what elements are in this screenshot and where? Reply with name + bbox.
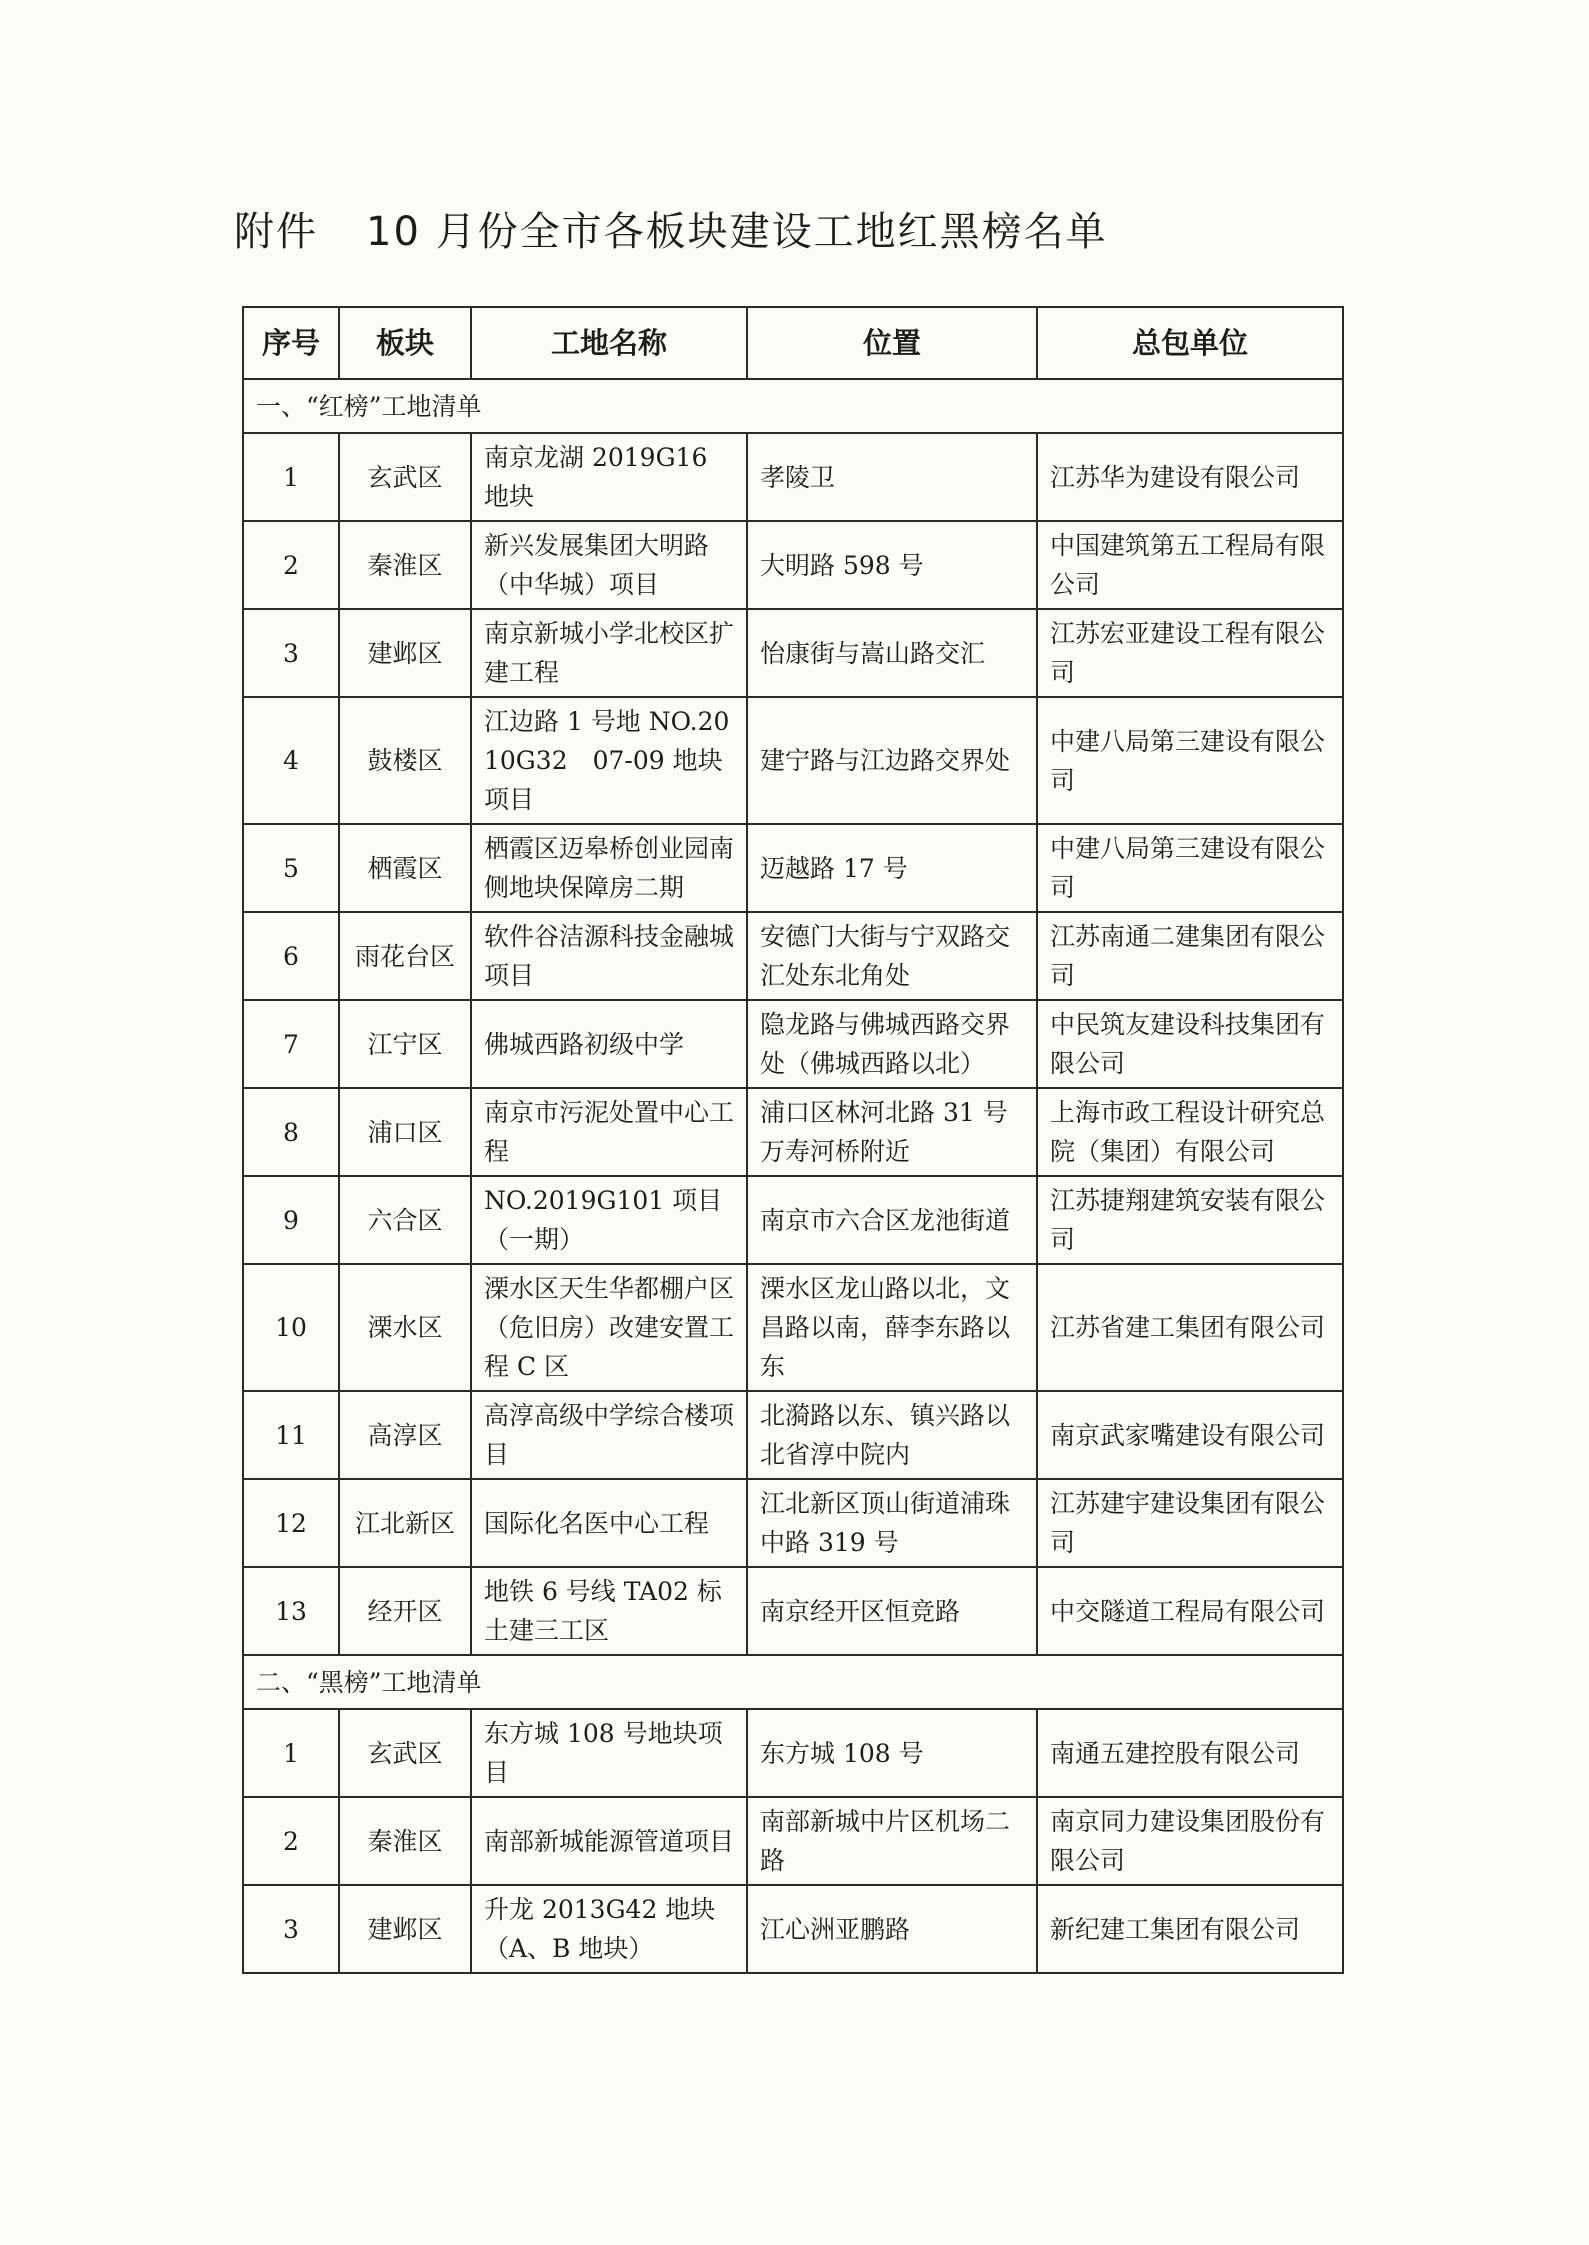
table-row — [243, 1000, 1343, 1088]
header-no: 序号 — [243, 307, 339, 379]
cell-site: 江边路 1 号地 NO.2010G32 07-09 地块项目 — [471, 697, 747, 824]
cell-location: 迈越路 17 号 — [747, 824, 1037, 912]
cell-location: 建宁路与江边路交界处 — [747, 697, 1037, 824]
cell-contractor: 新纪建工集团有限公司 — [1037, 1885, 1343, 1973]
cell-no: 3 — [243, 609, 339, 697]
table-row — [243, 1567, 1343, 1655]
cell-no: 13 — [243, 1567, 339, 1655]
cell-no: 4 — [243, 697, 339, 824]
cell-contractor: 中国建筑第五工程局有限公司 — [1037, 521, 1343, 609]
title-text: 10 月份全市各板块建设工地红黑榜名单 — [366, 209, 1108, 255]
cell-location: 南京经开区恒竞路 — [747, 1567, 1037, 1655]
table-row — [243, 1391, 1343, 1479]
cell-no: 1 — [243, 1709, 339, 1797]
cell-location: 浦口区林河北路 31 号万寿河桥附近 — [747, 1088, 1037, 1176]
cell-district: 建邺区 — [339, 609, 471, 697]
cell-location: 安德门大街与宁双路交汇处东北角处 — [747, 912, 1037, 1000]
cell-district: 玄武区 — [339, 433, 471, 521]
cell-location: 北漪路以东、镇兴路以北省淳中院内 — [747, 1391, 1037, 1479]
cell-no: 1 — [243, 433, 339, 521]
cell-no: 11 — [243, 1391, 339, 1479]
cell-district: 经开区 — [339, 1567, 471, 1655]
cell-district: 栖霞区 — [339, 824, 471, 912]
cell-district: 秦淮区 — [339, 521, 471, 609]
cell-no: 8 — [243, 1088, 339, 1176]
cell-site: 地铁 6 号线 TA02 标土建三工区 — [471, 1567, 747, 1655]
cell-site: 国际化名医中心工程 — [471, 1479, 747, 1567]
cell-location: 溧水区龙山路以北，文昌路以南，薛李东路以东 — [747, 1264, 1037, 1391]
cell-no: 2 — [243, 521, 339, 609]
cell-contractor: 江苏捷翔建筑安装有限公司 — [1037, 1176, 1343, 1264]
cell-district: 建邺区 — [339, 1885, 471, 1973]
table-row — [243, 1264, 1343, 1391]
cell-no: 6 — [243, 912, 339, 1000]
header-row — [243, 307, 1343, 379]
cell-no: 2 — [243, 1797, 339, 1885]
cell-site: 栖霞区迈皋桥创业园南侧地块保障房二期 — [471, 824, 747, 912]
cell-site: 新兴发展集团大明路（中华城）项目 — [471, 521, 747, 609]
cell-location: 怡康街与嵩山路交汇 — [747, 609, 1037, 697]
cell-site: 南部新城能源管道项目 — [471, 1797, 747, 1885]
cell-location: 江北新区顶山街道浦珠中路 319 号 — [747, 1479, 1037, 1567]
table-row — [243, 433, 1343, 521]
cell-district: 江宁区 — [339, 1000, 471, 1088]
section-heading-row — [243, 1655, 1343, 1709]
cell-district: 六合区 — [339, 1176, 471, 1264]
table-row — [243, 1709, 1343, 1797]
table-row — [243, 824, 1343, 912]
header-contractor: 总包单位 — [1037, 307, 1343, 379]
cell-contractor: 中建八局第三建设有限公司 — [1037, 697, 1343, 824]
table-row — [243, 1176, 1343, 1264]
cell-site: 高淳高级中学综合楼项目 — [471, 1391, 747, 1479]
page-title — [234, 200, 1108, 257]
cell-district: 浦口区 — [339, 1088, 471, 1176]
cell-contractor: 江苏南通二建集团有限公司 — [1037, 912, 1343, 1000]
cell-contractor: 江苏华为建设有限公司 — [1037, 433, 1343, 521]
cell-site: 东方城 108 号地块项目 — [471, 1709, 747, 1797]
cell-contractor: 中交隧道工程局有限公司 — [1037, 1567, 1343, 1655]
table-row — [243, 1479, 1343, 1567]
cell-no: 10 — [243, 1264, 339, 1391]
cell-district: 秦淮区 — [339, 1797, 471, 1885]
cell-location: 江心洲亚鹏路 — [747, 1885, 1037, 1973]
cell-district: 溧水区 — [339, 1264, 471, 1391]
table-row — [243, 521, 1343, 609]
cell-no: 3 — [243, 1885, 339, 1973]
cell-contractor: 南通五建控股有限公司 — [1037, 1709, 1343, 1797]
cell-no: 5 — [243, 824, 339, 912]
table-row — [243, 912, 1343, 1000]
cell-district: 玄武区 — [339, 1709, 471, 1797]
cell-site: 南京龙湖 2019G16 地块 — [471, 433, 747, 521]
cell-site: 溧水区天生华都棚户区（危旧房）改建安置工程 C 区 — [471, 1264, 747, 1391]
cell-district: 江北新区 — [339, 1479, 471, 1567]
cell-location: 隐龙路与佛城西路交界处（佛城西路以北） — [747, 1000, 1037, 1088]
cell-site: 南京市污泥处置中心工程 — [471, 1088, 747, 1176]
cell-location: 孝陵卫 — [747, 433, 1037, 521]
cell-contractor: 中建八局第三建设有限公司 — [1037, 824, 1343, 912]
cell-site: 南京新城小学北校区扩建工程 — [471, 609, 747, 697]
cell-site: 佛城西路初级中学 — [471, 1000, 747, 1088]
cell-district: 鼓楼区 — [339, 697, 471, 824]
table-row — [243, 697, 1343, 824]
section-heading: 二、“黑榜”工地清单 — [243, 1655, 1343, 1709]
cell-location: 东方城 108 号 — [747, 1709, 1037, 1797]
header-district: 板块 — [339, 307, 471, 379]
roster-table — [242, 306, 1344, 1974]
cell-district: 高淳区 — [339, 1391, 471, 1479]
cell-contractor: 江苏宏亚建设工程有限公司 — [1037, 609, 1343, 697]
cell-contractor: 江苏建宇建设集团有限公司 — [1037, 1479, 1343, 1567]
section-heading-row — [243, 379, 1343, 433]
cell-contractor: 江苏省建工集团有限公司 — [1037, 1264, 1343, 1391]
cell-location: 大明路 598 号 — [747, 521, 1037, 609]
cell-no: 9 — [243, 1176, 339, 1264]
header-site: 工地名称 — [471, 307, 747, 379]
cell-site: NO.2019G101 项目（一期） — [471, 1176, 747, 1264]
cell-contractor: 南京同力建设集团股份有限公司 — [1037, 1797, 1343, 1885]
table-row — [243, 1797, 1343, 1885]
header-location: 位置 — [747, 307, 1037, 379]
attachment-label: 附件 — [234, 209, 318, 255]
section-heading: 一、“红榜”工地清单 — [243, 379, 1343, 433]
cell-no: 7 — [243, 1000, 339, 1088]
cell-contractor: 上海市政工程设计研究总院（集团）有限公司 — [1037, 1088, 1343, 1176]
cell-contractor: 中民筑友建设科技集团有限公司 — [1037, 1000, 1343, 1088]
cell-no: 12 — [243, 1479, 339, 1567]
cell-location: 南京市六合区龙池街道 — [747, 1176, 1037, 1264]
cell-location: 南部新城中片区机场二路 — [747, 1797, 1037, 1885]
cell-district: 雨花台区 — [339, 912, 471, 1000]
cell-contractor: 南京武家嘴建设有限公司 — [1037, 1391, 1343, 1479]
table-row — [243, 1088, 1343, 1176]
table-row — [243, 609, 1343, 697]
cell-site: 软件谷洁源科技金融城项目 — [471, 912, 747, 1000]
table-row — [243, 1885, 1343, 1973]
cell-site: 升龙 2013G42 地块（A、B 地块） — [471, 1885, 747, 1973]
